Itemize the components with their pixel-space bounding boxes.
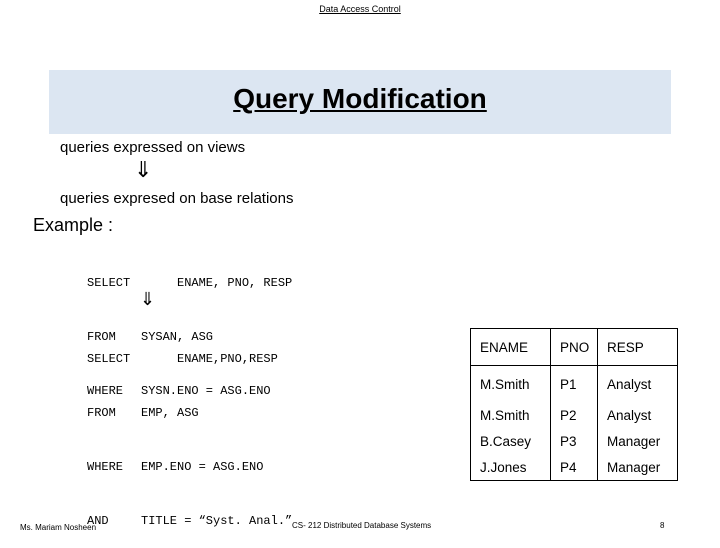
query-2-line	[87, 404, 292, 422]
column-header-ename: ENAME	[471, 329, 551, 366]
result-table	[470, 328, 678, 481]
table-cell: M.Smith	[471, 366, 551, 403]
query-2-line	[87, 350, 292, 368]
table-cell: Manager	[598, 454, 678, 481]
table-row	[471, 428, 678, 454]
footer-author: Ms. Mariam Nosheen	[20, 523, 97, 532]
header-title: Data Access Control	[319, 4, 401, 14]
table-cell: Manager	[598, 428, 678, 454]
table-header-row	[471, 329, 678, 366]
page-number: 8	[660, 521, 665, 530]
sql-clause: TITLE = “Syst. Anal.”	[141, 514, 293, 528]
table-row	[471, 454, 678, 481]
table-cell: P2	[551, 402, 598, 428]
query-1-line	[87, 274, 292, 292]
sql-keyword: FROM	[87, 330, 116, 344]
sql-clause: ENAME, PNO, RESP	[141, 276, 293, 290]
table-row	[471, 366, 678, 403]
down-arrow-icon: ⇓	[140, 289, 156, 309]
example-heading: Example :	[33, 215, 114, 235]
slide-title: Query Modification	[233, 83, 487, 114]
table-cell: Analyst	[598, 366, 678, 403]
table-cell: P3	[551, 428, 598, 454]
table-cell: J.Jones	[471, 454, 551, 481]
table-cell: B.Casey	[471, 428, 551, 454]
sql-keyword: WHERE	[87, 384, 124, 398]
table-cell: P4	[551, 454, 598, 481]
sql-keyword: SELECT	[87, 276, 131, 290]
sql-clause: ENAME,PNO,RESP	[141, 352, 278, 366]
footer-course: CS- 212 Distributed Database Systems	[292, 521, 432, 530]
query-2-line	[87, 458, 292, 476]
table-cell: Analyst	[598, 402, 678, 428]
column-header-resp: RESP	[598, 329, 678, 366]
down-arrow-icon: ⇓	[134, 157, 153, 182]
query-2	[87, 314, 292, 548]
sql-clause: SYSAN, ASG	[141, 330, 214, 344]
sql-keyword: SELECT	[87, 352, 131, 366]
query-2-line	[87, 512, 292, 530]
column-header-pno: PNO	[551, 329, 598, 366]
table-cell: M.Smith	[471, 402, 551, 428]
table-cell: P1	[551, 366, 598, 403]
sql-keyword: WHERE	[87, 460, 124, 474]
sql-clause: EMP, ASG	[141, 406, 199, 420]
table-row	[471, 402, 678, 428]
base-relations-line: queries expresed on base relations	[60, 190, 294, 207]
sql-clause: EMP.ENO = ASG.ENO	[141, 460, 264, 474]
sql-keyword: AND	[87, 514, 109, 528]
sql-keyword: FROM	[87, 406, 116, 420]
views-line: queries expressed on views	[60, 139, 246, 156]
sql-clause: SYSN.ENO = ASG.ENO	[141, 384, 271, 398]
